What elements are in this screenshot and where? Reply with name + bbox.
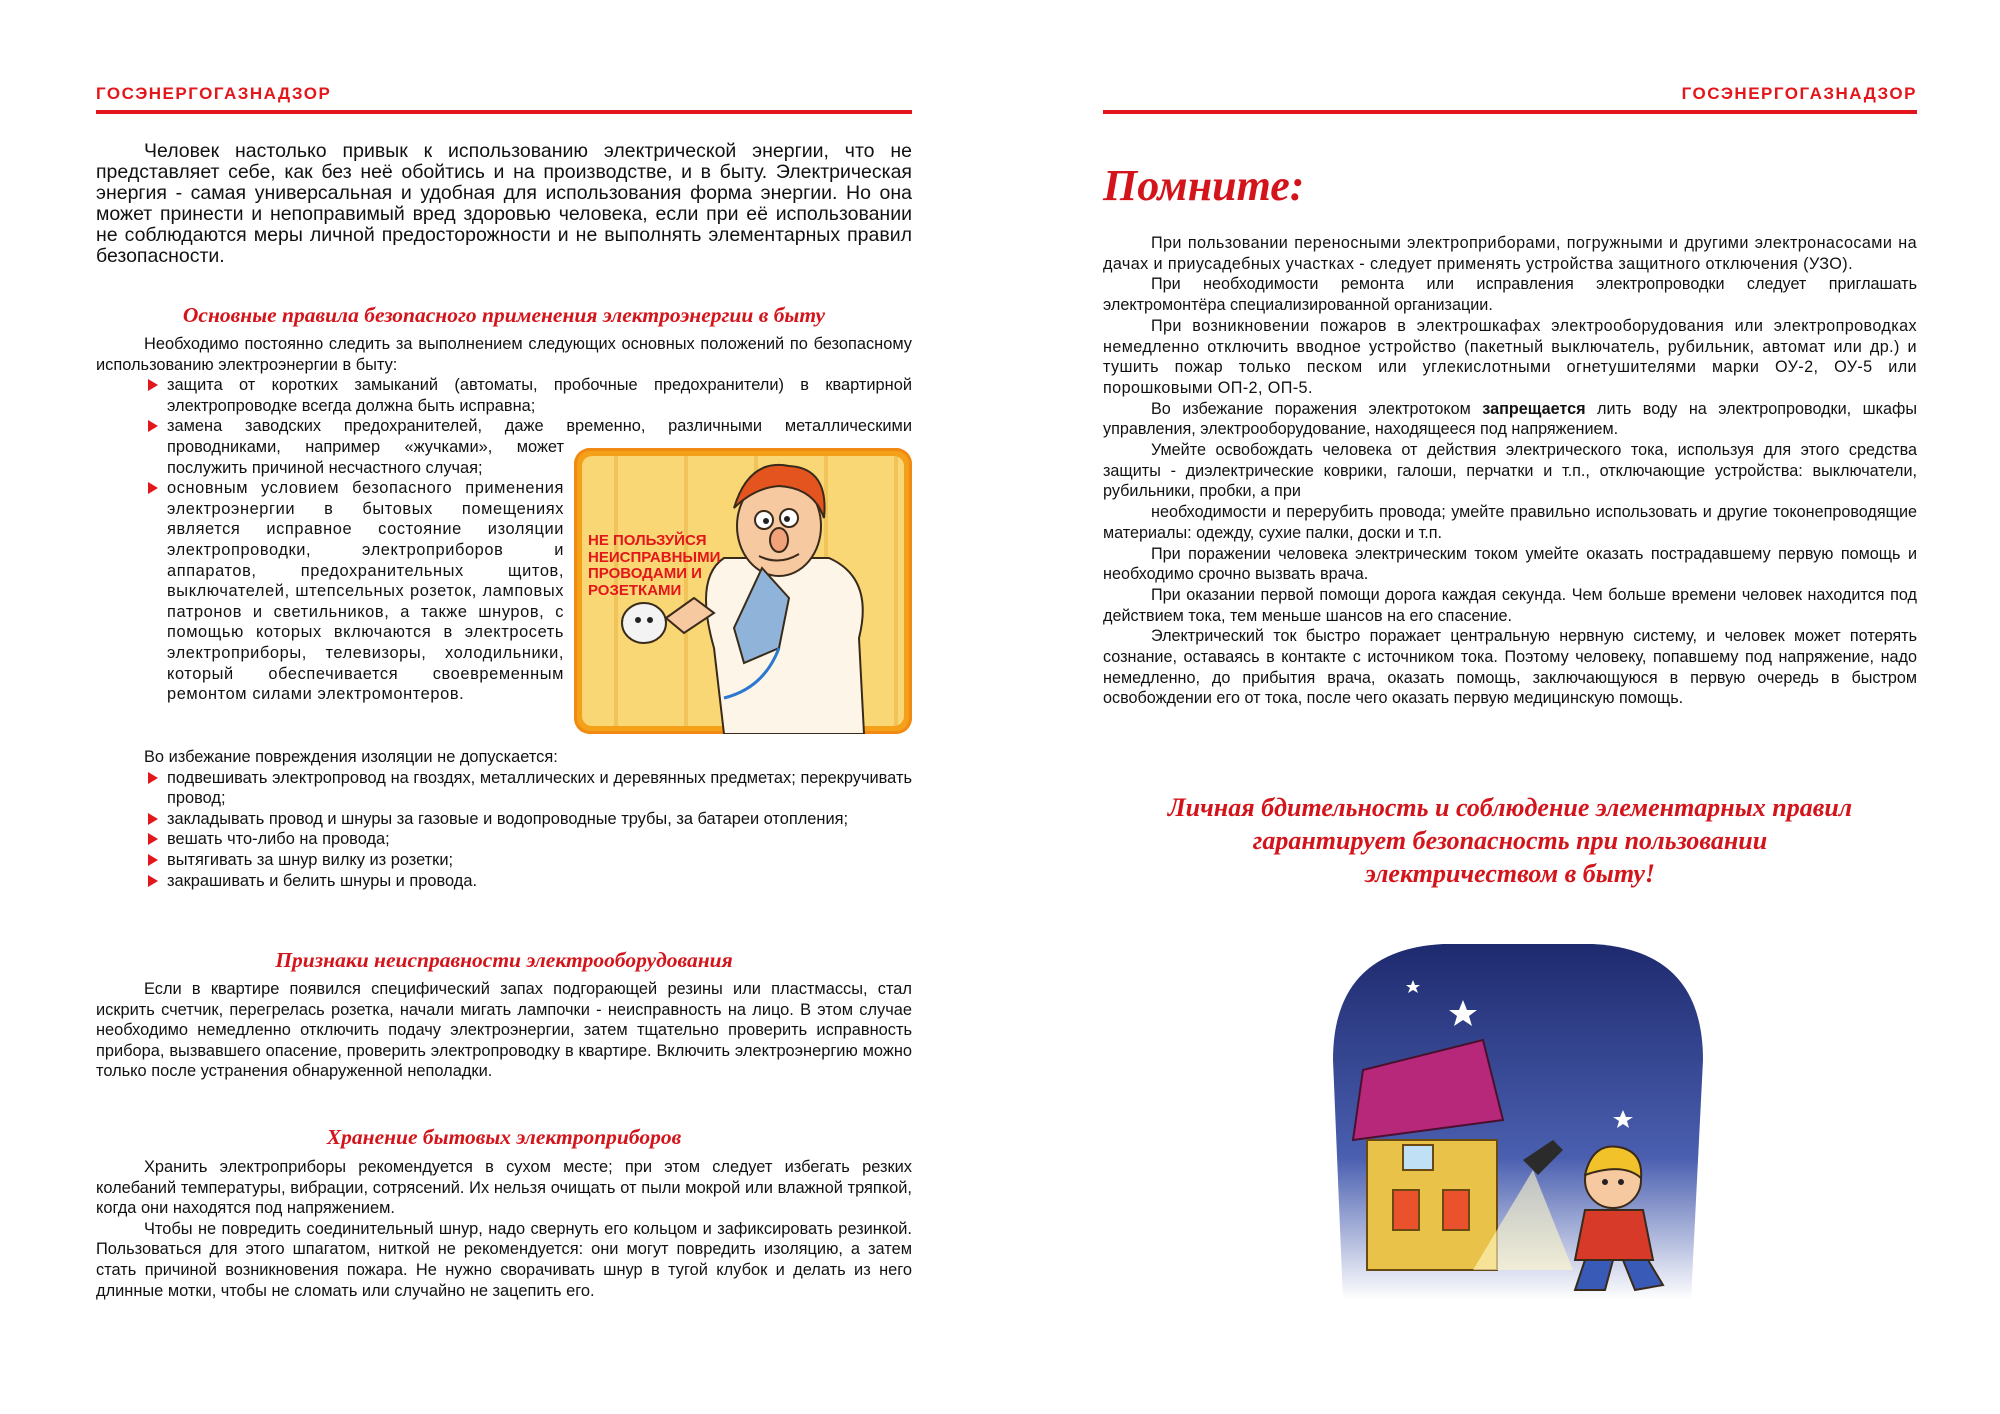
- section1-intro: Необходимо постоянно следить за выполнением следующих основных положений по безопасному использованию электроэнергии в быту:: [96, 335, 912, 374]
- bullet-arrow-icon: [148, 813, 158, 825]
- bullet-arrow-icon: [148, 772, 158, 784]
- right-header-rule: [1103, 110, 1917, 114]
- safety-illustration: [574, 448, 912, 734]
- bullet-arrow-icon: [148, 482, 158, 494]
- list-item: основным условием безопасного применения электроэнергии в бытовых помещениях является исправное состояние изоляции электропроводки, электроприборов и аппаратов, предохранительных щитов, выключателей, штепсельных розеток, ламповых патронов и светильников, а также шнуров, с помощью которых включаются в электросеть электроприборы, телевизоры, холодильники, который обеспечивается своевременным ремонтом силами электромонтеров.: [96, 478, 564, 705]
- remember-paragraph: При поражении человека электрическим током умейте оказать пострадавшему первую помощь и необходимо срочно вызвать врача.: [1103, 544, 1917, 584]
- isolation-section: [96, 747, 912, 891]
- isolation-intro: Во избежание повреждения изоляции не допускается:: [144, 748, 558, 766]
- remember-paragraph: Во избежание поражения электротоком запрещается лить воду на электропроводки, шкафы управления, электрооборудование, находящееся под напряжением.: [1103, 399, 1917, 439]
- remember-title: Помните:: [1103, 161, 1305, 210]
- remember-paragraph: необходимости и перерубить провода; умейте правильно использовать и другие токонепроводящие материалы: одежду, сухие палки, доски и т.п.: [1103, 503, 1917, 542]
- section3-body: [96, 1157, 912, 1301]
- bullet-arrow-icon: [148, 379, 158, 391]
- closing-line: электричеством в быту!: [1364, 859, 1656, 888]
- left-header-title: ГОСЭНЕРГОГАЗНАДЗОР: [96, 84, 332, 103]
- remember-paragraph: Умейте освобождать человека от действия электрического тока, используя для этого средства защиты - диэлектрические коврики, галоши, перчатки и т.п., отключающие устройства: выключатели, рубильники, пробки, а при: [1103, 441, 1917, 501]
- closing-line: гарантирует безопасность при пользовании: [1252, 826, 1768, 855]
- section2-text: Если в квартире появился специфический запах подгорающей резины или пластмассы, стал искрить счетчик, перегрелась розетка, начали мигать лампочки - неисправность на лицо. В этом случае необходимо немедленно отключить подачу электроэнергии, затем тщательно проверить исправность прибора, вызвавшего опасение, проверить электропроводку в квартире. Включить электроэнергию можно только после устранения обнаруженной неполадки.: [96, 980, 912, 1081]
- list-item: замена заводских предохранителей, даже временно, различными металлическими проводниками, например «жучками», может послужить причиной несчастного случая;: [96, 416, 912, 478]
- night-house-illustration: [1323, 940, 1713, 1302]
- remember-paragraph: При возникновении пожаров в электрошкафах электрооборудования или электропроводках немедленно отключить вводное устройство (пакетный выключатель, рубильник, автомат или др.) и тушить пожар только песком или углекислотными огнетушителями марки ОУ-2, ОУ-5 или порошковыми ОП-2, ОП-5.: [1103, 316, 1917, 397]
- right-page: [1103, 0, 1917, 1414]
- remember-paragraph: При необходимости ремонта или исправления электропроводки следует приглашать электромонтёра специализированной организации.: [1103, 275, 1917, 315]
- section-heading-storage: Хранение бытовых электроприборов: [326, 1125, 682, 1149]
- section3-paragraph-2: Чтобы не повредить соединительный шнур, надо свернуть его кольцом и зафиксировать резинкой. Пользоваться для этого шпагатом, ниткой не рекомендуется: они могут повредить изоляцию, а затем стать причиной возникновения пожара. Не нужно сворачивать шнур в тугой клубок и делать из него длинные мотки, чтобы не сломать или случайно не зацепить его.: [96, 1219, 912, 1300]
- remember-paragraph: При оказании первой помощи дорога каждая секунда. Чем больше времени человек находится под действием тока, тем меньше шансов на его спасение.: [1103, 585, 1917, 625]
- lead-text: Человек настолько привык к использованию электрической энергии, что не представляет себе, как без неё обойтись и на производстве, и в быту. Электрическая энергия - самая универсальная и удобная для использования форма энергии. Но она может принести и непоправимый вред здоровью человека, если при её использовании не соблюдаются меры личной предосторожности и не выполнять элементарных правил безопасности.: [96, 140, 912, 267]
- section2-body: [96, 979, 912, 1082]
- closing-slogan: [1103, 791, 1917, 890]
- isolation-bullets: [96, 768, 912, 892]
- bullet-arrow-icon: [148, 420, 158, 432]
- left-page: [96, 0, 912, 1414]
- section-heading-basic-rules: Основные правила безопасного применения электроэнергии в быту: [182, 303, 826, 327]
- left-header-rule: [96, 110, 912, 114]
- remember-paragraph: При пользовании переносными электроприборами, погружными и другими электронасосами на дачах и приусадебных участках - следует применять устройства защитного отключения (УЗО).: [1103, 234, 1917, 273]
- forbidden-emphasis: запрещается: [1482, 399, 1586, 418]
- section-heading-malfunctions: Признаки неисправности электрооборудования: [275, 948, 733, 972]
- bullet-arrow-icon: [148, 875, 158, 887]
- remember-paragraph: Электрический ток быстро поражает центральную нервную систему, и человек может потерять сознание, оставаясь в контакте с источником тока. Поэтому человеку, попавшему под напряжение, надо немедленно, до прибытия врача, оказать помощь, заключающуюся в первую очередь в быстром освобождении его от тока, после чего оказать первую медицинскую помощь.: [1103, 627, 1917, 708]
- lead-paragraph: [96, 141, 912, 267]
- list-item: вешать что-либо на провода;: [96, 829, 912, 850]
- list-item: защита от коротких замыканий (автоматы, пробочные предохранители) в квартирной электропроводке всегда должна быть исправна;: [96, 375, 912, 416]
- list-item: закладывать провод и шнуры за газовые и водопроводные трубы, за батареи отопления;: [96, 809, 912, 830]
- closing-line: Личная бдительность и соблюдение элементарных правил: [1167, 793, 1853, 822]
- list-item: вытягивать за шнур вилку из розетки;: [96, 850, 912, 871]
- remember-body: [1103, 233, 1917, 709]
- illustration-caption: НЕ ПОЛЬЗУЙСЯ НЕИСПРАВНЫМИ ПРОВОДАМИ И РОЗЕТКАМИ: [588, 532, 721, 599]
- bullet-arrow-icon: [148, 854, 158, 866]
- list-item: подвешивать электропровод на гвоздях, металлических и деревянных предметах; перекручивать провод;: [96, 768, 912, 809]
- right-header-title: ГОСЭНЕРГОГАЗНАДЗОР: [1681, 84, 1917, 103]
- bullet-arrow-icon: [148, 833, 158, 845]
- section3-paragraph-1: Хранить электроприборы рекомендуется в сухом месте; при этом следует избегать резких колебаний температуры, вибрации, сотрясений. Их нельзя очищать от пыли мокрой или влажной тряпкой, когда они находятся под напряжением.: [96, 1158, 912, 1218]
- list-item: закрашивать и белить шнуры и провода.: [96, 871, 912, 892]
